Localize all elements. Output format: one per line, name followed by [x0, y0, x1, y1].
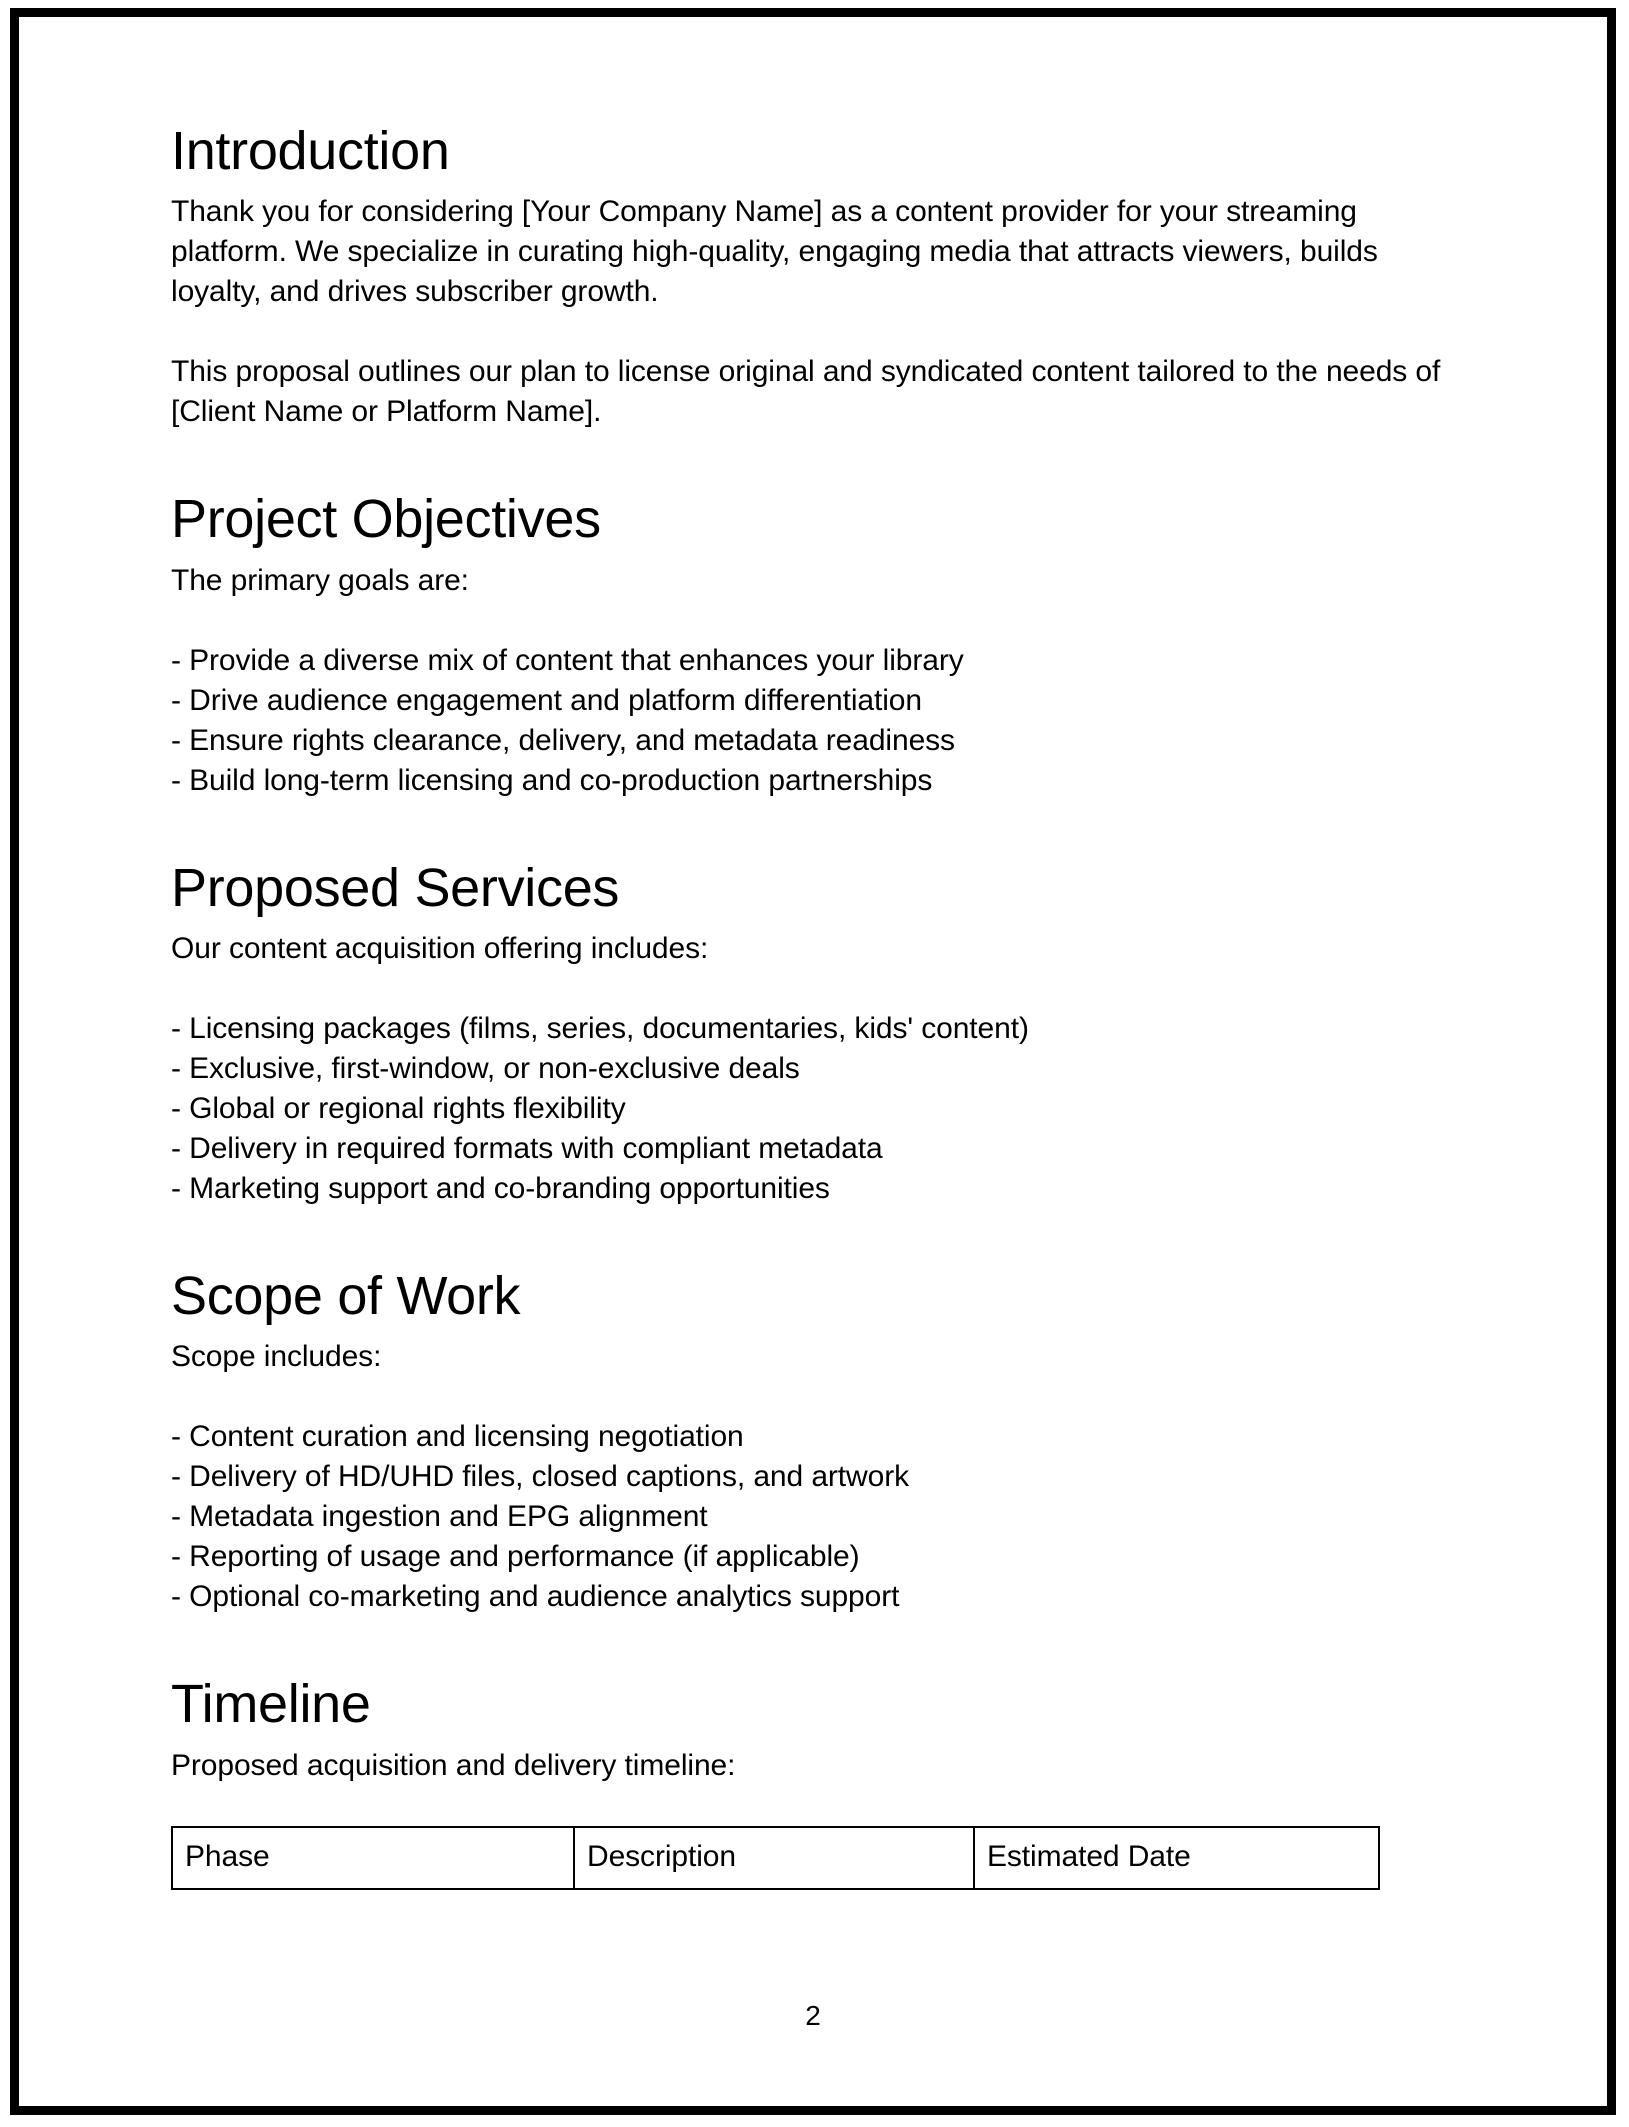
list-item: - Build long-term licensing and co-production partnerships: [171, 763, 933, 797]
page-frame: [10, 8, 1616, 2115]
timeline-table: [171, 1826, 1380, 1890]
list-item: - Global or regional rights flexibility: [171, 1091, 626, 1125]
list-item: - Delivery of HD/UHD files, closed captions, and artwork: [171, 1460, 909, 1494]
page-number-footer: [19, 2002, 1607, 2030]
section-proposed-services: [171, 859, 1471, 1209]
list-item: - Exclusive, first-window, or non-exclusive deals: [171, 1051, 800, 1085]
list-item: - Delivery in required formats with compliant metadata: [171, 1131, 883, 1165]
heading-timeline: Timeline: [171, 1674, 371, 1735]
heading-project-objectives: Project Objectives: [171, 489, 601, 550]
bullet-list-project-objectives: [171, 641, 1471, 801]
lead-project-objectives: The primary goals are:: [171, 563, 469, 597]
heading-proposed-services: Proposed Services: [171, 857, 620, 918]
list-item: - Content curation and licensing negotiation: [171, 1420, 744, 1454]
list-item: - Licensing packages (films, series, documentaries, kids' content): [171, 1011, 1029, 1045]
heading-introduction: Introduction: [171, 121, 450, 181]
document-body: [171, 122, 1471, 1890]
section-scope-of-work: [171, 1267, 1471, 1617]
list-item: - Metadata ingestion and EPG alignment: [171, 1500, 708, 1534]
column-header-phase: Phase: [172, 1827, 574, 1889]
section-timeline: [171, 1675, 1471, 1889]
bullet-list-proposed-services: [171, 1009, 1471, 1209]
paragraph-intro-2: This proposal outlines our plan to license original and syndicated content tailored to the needs of [Client Name or Platform Name].: [171, 355, 1441, 429]
column-header-description: Description: [574, 1827, 974, 1889]
bullet-list-scope-of-work: [171, 1417, 1471, 1617]
lead-timeline: Proposed acquisition and delivery timeline:: [171, 1748, 736, 1782]
page-surface: [19, 17, 1607, 2106]
section-project-objectives: [171, 490, 1471, 800]
heading-scope-of-work: Scope of Work: [171, 1265, 521, 1326]
list-item: - Ensure rights clearance, delivery, and metadata readiness: [171, 723, 955, 757]
lead-proposed-services: Our content acquisition offering includes:: [171, 931, 709, 965]
paragraph-intro-1: Thank you for considering [Your Company Name] as a content provider for your streaming platform. We specialize in curating high-quality, engaging media that attracts viewers, builds loyalty, and drives subscriber growth.: [171, 195, 1378, 309]
column-header-estimated-date: Estimated Date: [974, 1827, 1379, 1889]
list-item: - Drive audience engagement and platform differentiation: [171, 683, 922, 717]
lead-scope-of-work: Scope includes:: [171, 1340, 382, 1374]
table-header-row: [172, 1827, 1379, 1889]
list-item: - Marketing support and co-branding opportunities: [171, 1171, 830, 1205]
page-number-value: 2: [805, 2000, 821, 2031]
list-item: - Provide a diverse mix of content that enhances your library: [171, 643, 964, 677]
list-item: - Optional co-marketing and audience analytics support: [171, 1580, 900, 1614]
list-item: - Reporting of usage and performance (if applicable): [171, 1540, 860, 1574]
section-introduction: [171, 122, 1471, 432]
